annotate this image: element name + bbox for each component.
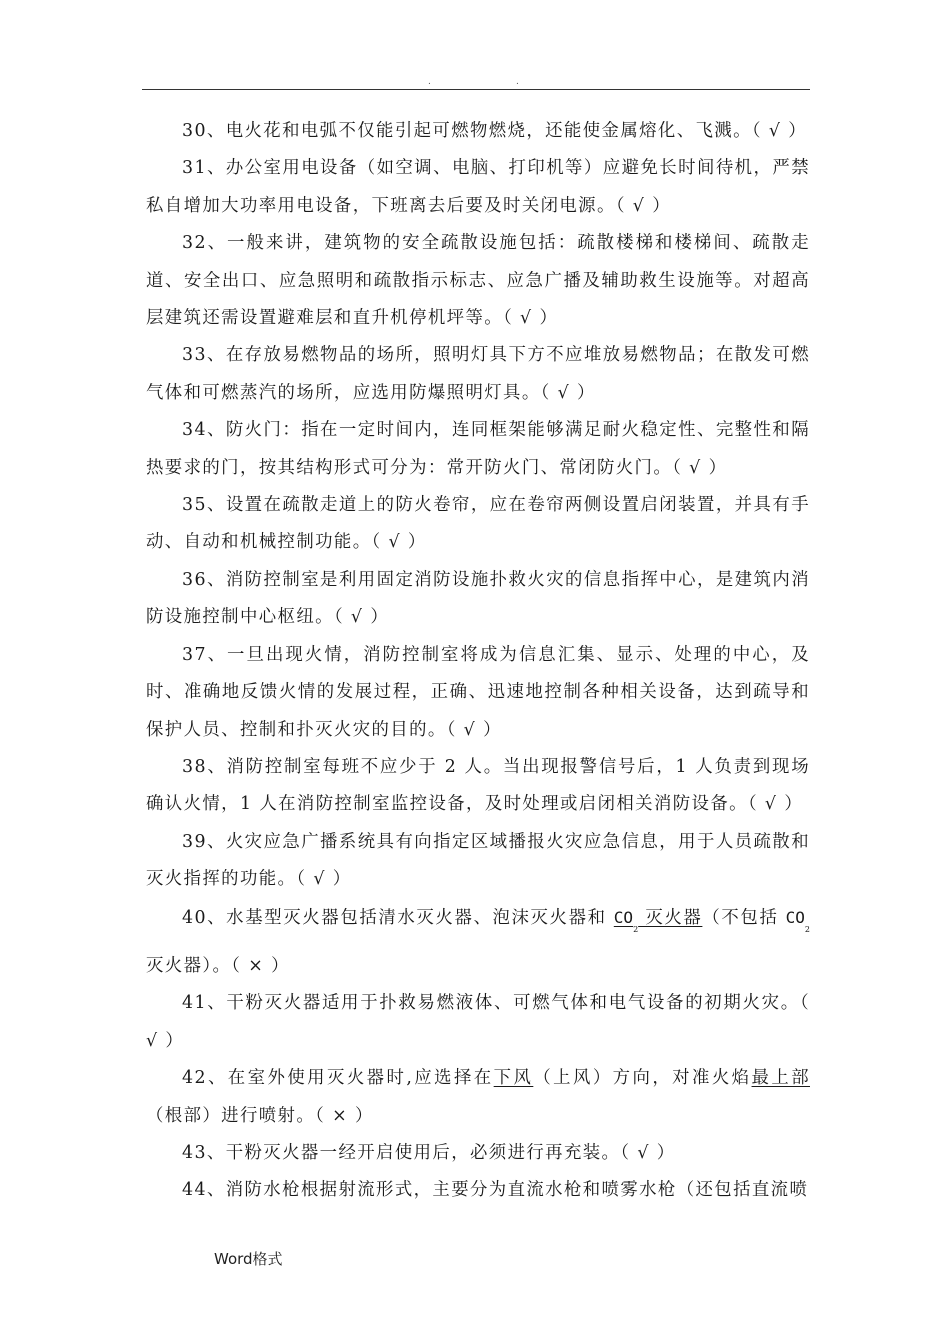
item-40-subscript-2: 2 bbox=[804, 924, 810, 934]
item-42-part-2: （上风）方向，对准火焰 bbox=[533, 1068, 752, 1089]
item-34: 34、防火门：指在一定时间内，连同框架能够满足耐火稳定性、完整性和隔热要求的门，按其结构形式可分为：常开防火门、常闭防火门。（ √ ） bbox=[146, 420, 810, 478]
question-list bbox=[146, 113, 810, 1210]
item-41: 41、干粉灭火器适用于扑救易燃液体、可燃气体和电气设备的初期火灾。（ √ ） bbox=[146, 993, 810, 1051]
item-39: 39、火灾应急广播系统具有向指定区域播报火灾应急信息，用于人员疏散和灭火指挥的功能。（ √ ） bbox=[146, 831, 810, 890]
item-40-co2-extinguisher bbox=[613, 907, 703, 934]
item-40-middle: （不包括 bbox=[702, 907, 786, 928]
item-38: 38、消防控制室每班不应少于 2 人。当出现报警信号后，1 人负责到现场确认火情，1 人在消防控制室监控设备，及时处理或启闭相关消防设备。（ √ ） bbox=[146, 756, 810, 815]
item-42-part-1: 42、在室外使用灭火器时,应选择在 bbox=[182, 1068, 494, 1089]
item-40-prefix: 40、水基型灭火器包括清水灭火器、泡沫灭火器和 bbox=[182, 907, 614, 928]
item-37: 37、一旦出现火情，消防控制室将成为信息汇集、显示、处理的中心，及时、准确地反馈火情的发展过程，正确、迅速地控制各种相关设备，达到疏导和保护人员、控制和扑灭火灾的目的。（ √ ） bbox=[146, 644, 810, 740]
item-40-subscript-1: 2 bbox=[633, 924, 639, 934]
item-33: 33、在存放易燃物品的场所，照明灯具下方不应堆放易燃物品；在散发可燃气体和可燃蒸汽的场所，应选用防爆照明灯具。（ √ ） bbox=[146, 345, 810, 403]
header-dot-left: . bbox=[428, 77, 431, 87]
item-44: 44、消防水枪根据射流形式，主要分为直流水枪和喷雾水枪（还包括直流喷 bbox=[182, 1180, 809, 1201]
item-30: 30、电火花和电弧不仅能引起可燃物燃烧，还能使金属熔化、飞溅。（ √ ） bbox=[182, 121, 808, 141]
item-32: 32、一般来讲，建筑物的安全疏散设施包括：疏散楼梯和楼梯间、疏散走道、安全出口、应急照明和疏散指示标志、应急广播及辅助救生设施等。对超高层建筑还需设置避难层和直升机停机坪等。（ √ ） bbox=[146, 233, 810, 329]
item-42 bbox=[146, 1060, 810, 1135]
item-31: 31、办公室用电设备（如空调、电脑、打印机等）应避免长时间待机，严禁私自增加大功率用电设备，下班离去后要及时关闭电源。（ √ ） bbox=[146, 158, 810, 216]
item-42-underline-1: 下风 bbox=[493, 1068, 534, 1089]
item-40-co: CO bbox=[613, 907, 634, 927]
item-40-co-2: CO bbox=[785, 907, 805, 927]
item-42-underline-2: 最上部 bbox=[751, 1068, 810, 1089]
item-43: 43、干粉灭火器一经开启使用后，必须进行再充装。（ √ ） bbox=[182, 1142, 676, 1163]
footer-label: Word格式 bbox=[214, 1250, 283, 1268]
item-35: 35、设置在疏散走道上的防火卷帘，应在卷帘两侧设置启闭装置，并具有手动、自动和机械控制功能。（ √ ） bbox=[146, 495, 810, 553]
item-36: 36、消防控制室是利用固定消防设施扑救火灾的信息指挥中心，是建筑内消防设施控制中心枢纽。（ √ ） bbox=[146, 569, 810, 628]
item-40 bbox=[146, 899, 810, 986]
header-dot-right: . bbox=[516, 77, 519, 87]
item-40-suffix: 灭火器）。（ × ） bbox=[146, 955, 290, 976]
item-42-part-3: （根部）进行喷射。（ × ） bbox=[146, 1105, 374, 1126]
item-40-extinguisher: 灭火器 bbox=[638, 907, 703, 928]
header-rule bbox=[142, 89, 810, 90]
